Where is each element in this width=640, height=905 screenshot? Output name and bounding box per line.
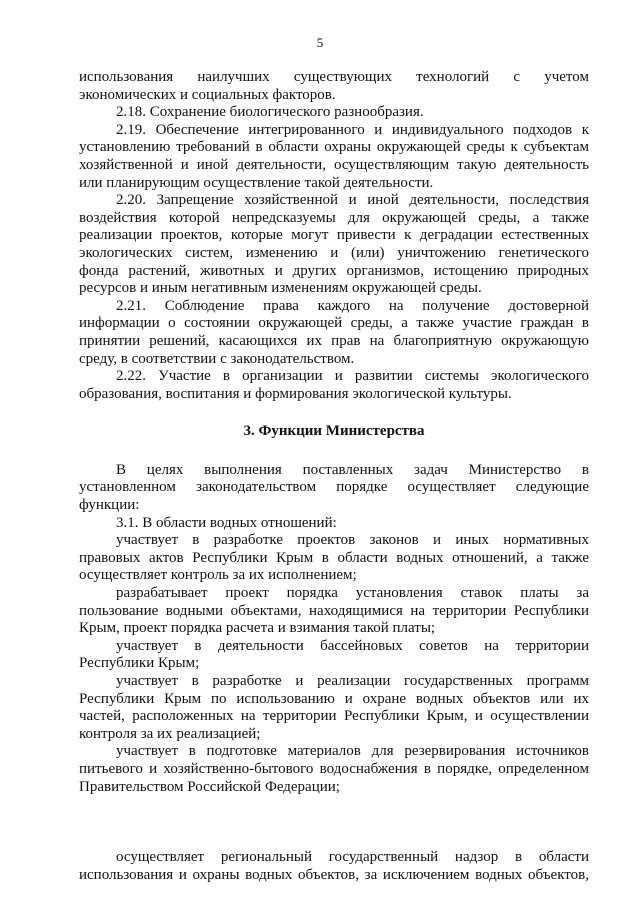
text-line: воздействия которой непредсказуемы для окружающей среды, а также (79, 209, 589, 226)
text-line: использования и охраны водных объектов, за исключением водных объектов, (79, 866, 589, 883)
text-line: Республики Крым; (79, 655, 200, 672)
paragraph-gap (79, 811, 589, 834)
text-line: Крым, проект порядка расчета и взимания такой платы; (79, 620, 436, 637)
text-line: разрабатывает проект порядка установления ставок платы за (116, 585, 589, 602)
text-line: 2.22. Участие в организации и развитии системы экологического (116, 368, 589, 385)
text-line: 2.18. Сохранение биологического разнообразия. (116, 104, 424, 121)
text-line: участвует в подготовке материалов для резервирования источников (116, 743, 589, 760)
text-line: осуществляет региональный государственный надзор в области (116, 849, 589, 866)
text-line: участвует в разработке и реализации государственных программ (116, 673, 589, 689)
text-line: правовых актов Республики Крым в области водных отношений, а также (79, 549, 589, 566)
text-line: хозяйственной и иной деятельности, осуществляющим такую деятельность (79, 156, 589, 173)
text-line: ресурсов и иным негативным изменениям окружающей среды. (79, 280, 482, 297)
text-line: экономических и социальных факторов. (79, 86, 336, 103)
text-line: установленном законодательством порядке осуществляет следующие (79, 479, 589, 496)
text-line: участвует в разработке проектов законов и иных нормативных (116, 532, 589, 549)
text-line: установлению требований в области охраны окружающей среды к субъектам (79, 139, 589, 156)
text-line: осуществляет контроль за их исполнением; (79, 567, 357, 584)
text-line: или планирующим осуществление такой деятельности. (79, 174, 434, 191)
text-line: питьевого и хозяйственно-бытового водоснабжения в порядке, определенном (79, 760, 589, 777)
text-line: среду, в соответствии с законодательством. (79, 350, 355, 367)
text-line: 3.1. В области водных отношений: (116, 514, 337, 531)
section-heading: 3. Функции Министерства (243, 423, 425, 440)
text-line: принятии решений, касающихся их прав на благоприятную окружающую (79, 332, 589, 349)
text-line: Правительством Российской Федерации; (79, 778, 340, 795)
document-body (79, 69, 589, 884)
text-line: экологических систем, изменению и (или) уничтожению генетического (79, 244, 589, 261)
text-line: использования наилучших существующих технологий с учетом (79, 69, 589, 85)
text-line: пользование водными объектами, находящимися на территории Республики (79, 602, 589, 619)
text-line: В целях выполнения поставленных задач Министерство в (116, 461, 589, 478)
text-line: образования, воспитания и формирования экологической культуры. (79, 385, 512, 402)
text-line: частей, расположенных на территории Республики Крым, и осуществлении (79, 708, 589, 725)
text-line: функции: (79, 497, 140, 514)
text-line: участвует в деятельности бассейновых советов на территории (116, 637, 589, 654)
text-line: фонда растений, животных и других организмов, истощению природных (79, 262, 589, 279)
page-number: 5 (316, 35, 324, 50)
text-line: 2.20. Запрещение хозяйственной и иной деятельности, последствия (116, 192, 589, 209)
text-line: информации о состоянии окружающей среды, а также участие граждан в (79, 315, 589, 332)
text-line: контроля за их реализацией; (79, 725, 261, 742)
text-line: 2.19. Обеспечение интегрированного и индивидуального подходов к (116, 121, 589, 138)
text-line: Республики Крым по использованию и охране водных объектов или их (79, 690, 589, 707)
text-line: реализации проектов, которые могут привести к деградации естественных (79, 227, 589, 244)
text-line: 2.21. Соблюдение права каждого на получение достоверной (116, 297, 589, 314)
